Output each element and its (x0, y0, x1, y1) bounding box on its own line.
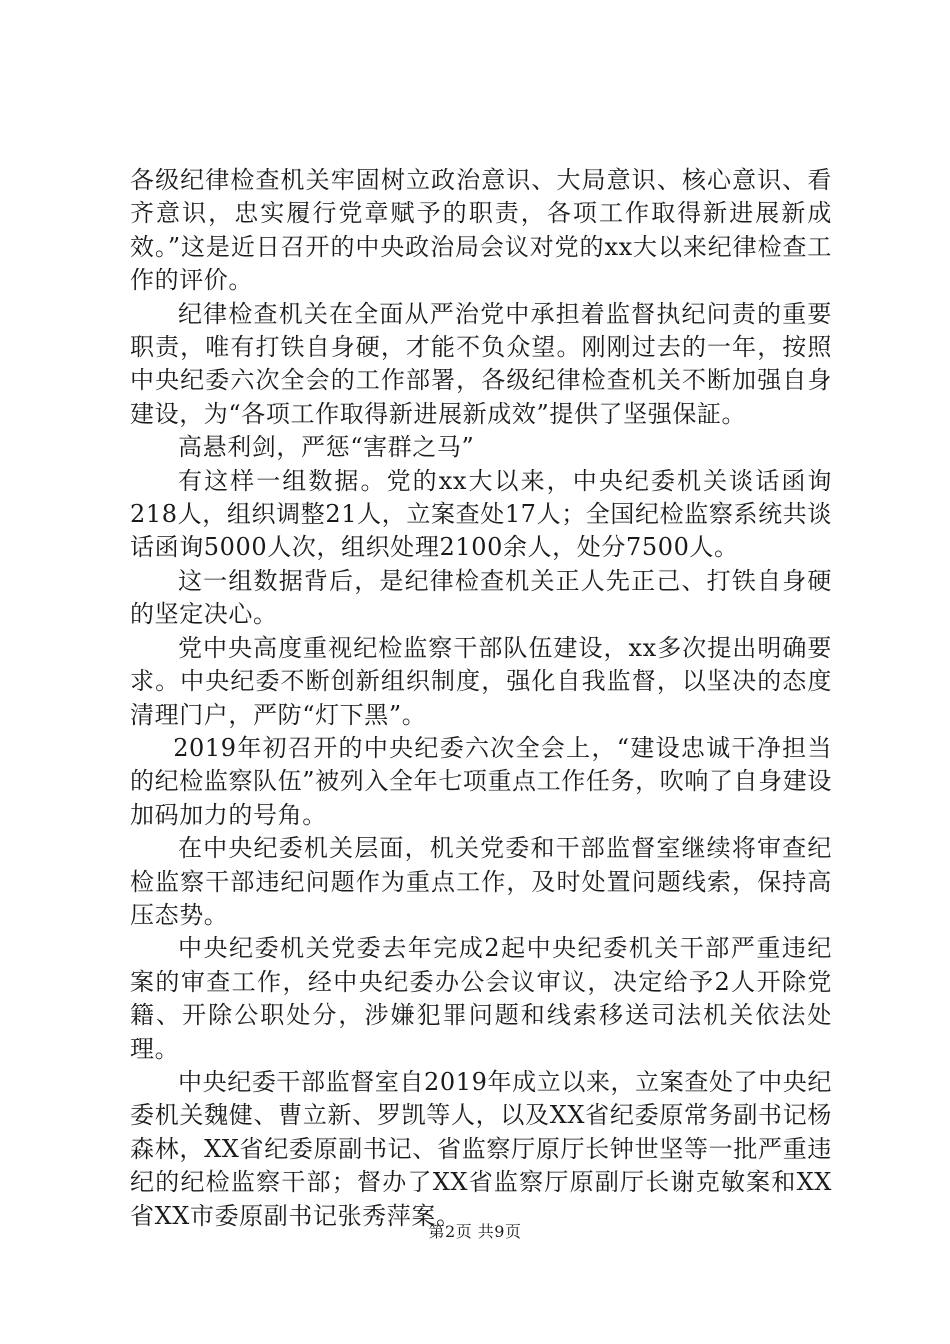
paragraph: 中央纪委干部监督室自2019年成立以来，立案查处了中央纪委机关魏健、曹立新、罗凯等人，以及XX省纪委原常务副书记杨森林，XX省纪委原副书记、省监察厅原厅长钟世坚等一批严重违纪的纪检监察干部；督办了XX省监察厅原副厅长谢克敏案和XX省XX市委原副书记张秀萍案。 (130, 1067, 832, 1230)
paragraph-continuation: 各级纪律检查机关牢固树立政治意识、大局意识、核心意识、看齐意识，忠实履行党章赋予的职责，各项工作取得新进展新成效。”这是近日召开的中央政治局会议对党的xx大以来纪律检查工作的评价。 (130, 166, 832, 295)
paragraph: 这一组数据背后，是纪律检查机关正人先正己、打铁自身硬的坚定决心。 (130, 566, 832, 629)
paragraph: 在中央纪委机关层面，机关党委和干部监督室继续将审查纪检监察干部违纪问题作为重点工作，及时处置问题线索，保持高压态势。 (130, 834, 832, 929)
paragraph: 有这样一组数据。党的xx大以来，中央纪委机关谈话函询218人，组织调整21人，立案查处17人；全国纪检监察系统共谈话函询5000人次，组织处理2100余人，处分7500人。 (130, 466, 832, 562)
section-heading: 高悬利剑，严惩“害群之马” (178, 433, 475, 462)
paragraph: 纪律检查机关在全面从严治党中承担着监督执纪问责的重要职责，唯有打铁自身硬，才能不负众望。刚刚过去的一年，按照中央纪委六次全会的工作部署，各级纪律检查机关不断加强自身建设，为“各项工作取得新进展新成效”提供了坚强保証。 (130, 299, 832, 428)
paragraph: 2019年初召开的中央纪委六次全会上，“建设忠诚干净担当的纪检监察队伍”被列入全年七项重点工作任务，吹响了自身建设加码加力的号角。 (130, 733, 832, 829)
page-footer: 第2页 共9页 (428, 1222, 522, 1241)
paragraph: 党中央高度重视纪检监察干部队伍建设，xx多次提出明确要求。中央纪委不断创新组织制度，强化自我监督，以坚决的态度清理门户，严防“灯下黑”。 (130, 633, 832, 729)
document-body (130, 164, 832, 1233)
paragraph: 中央纪委机关党委去年完成2起中央纪委机关干部严重违纪案的审查工作，经中央纪委办公会议审议，决定给予2人开除党籍、开除公职处分，涉嫌犯罪问题和线索移送司法机关依法处理。 (130, 934, 832, 1063)
